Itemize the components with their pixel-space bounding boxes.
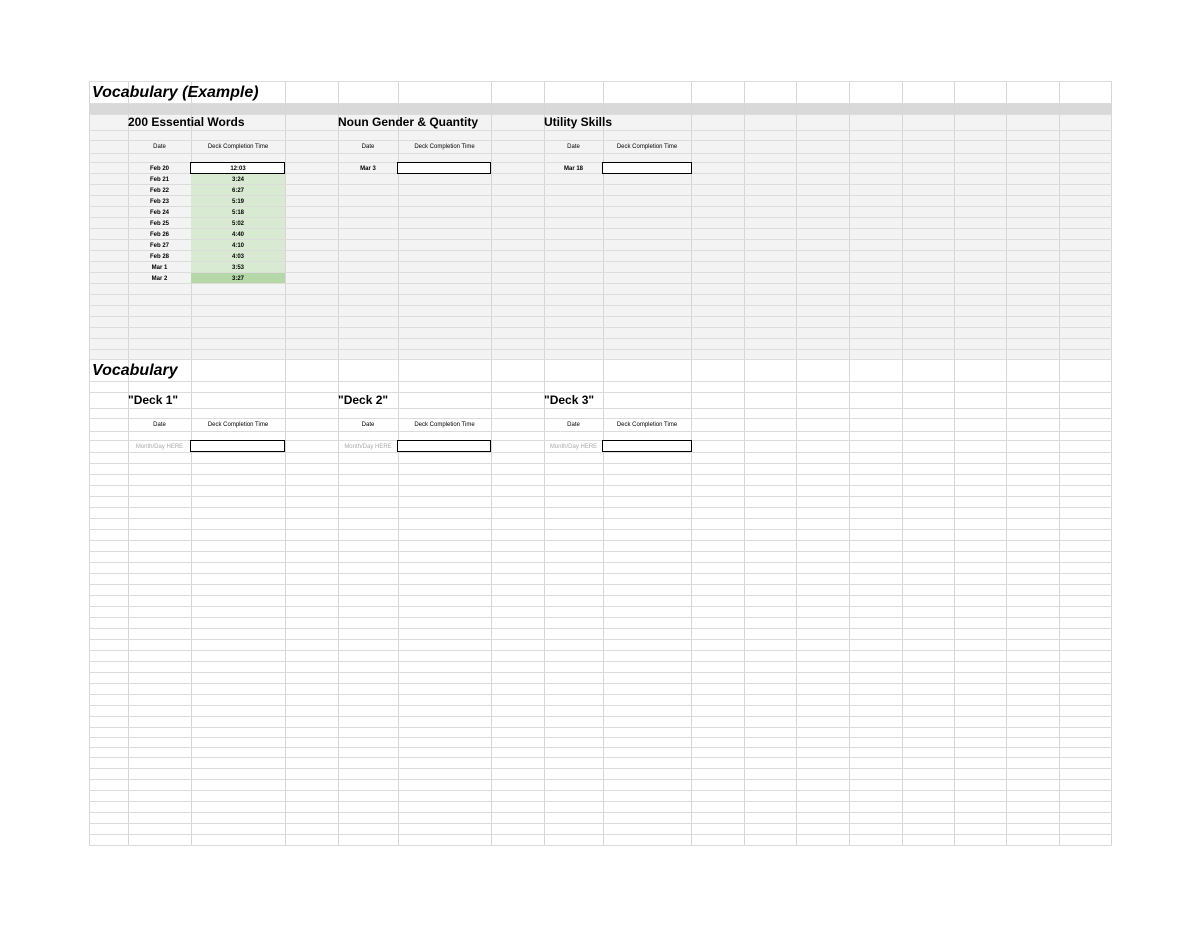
- row-gridline: [89, 650, 1112, 651]
- row-gridline: [89, 305, 1112, 306]
- row-gridline: [89, 540, 1112, 541]
- row-gridline: [89, 153, 1112, 154]
- completion-time-cell[interactable]: [602, 162, 692, 174]
- row-gridline: [89, 801, 1112, 802]
- row-gridline: [89, 452, 1112, 453]
- row-gridline: [89, 834, 1112, 835]
- completion-time-value: 4:40: [231, 232, 244, 238]
- row-gridline: [89, 507, 1112, 508]
- row-gridline: [89, 584, 1112, 585]
- date-placeholder-cell[interactable]: Month/Day HERE: [344, 444, 392, 450]
- row-gridline: [89, 768, 1112, 769]
- row-gridline: [89, 463, 1112, 464]
- row-gridline: [89, 790, 1112, 791]
- row-gridline: [89, 551, 1112, 552]
- row-gridline: [89, 518, 1112, 519]
- row-gridline: [89, 672, 1112, 673]
- column-header-completion-time: Deck Completion Time: [207, 422, 269, 428]
- row-gridline: [89, 845, 1112, 846]
- row-gridline: [89, 823, 1112, 824]
- column-header-completion-time: Deck Completion Time: [414, 422, 475, 428]
- completion-time-value: 5:18: [231, 210, 244, 216]
- row-gridline: [89, 529, 1112, 530]
- column-header-completion-time: Deck Completion Time: [616, 422, 678, 428]
- date-placeholder-cell[interactable]: Month/Day HERE: [549, 444, 598, 450]
- row-gridline: [89, 338, 1112, 339]
- date-cell: Mar 2: [151, 276, 168, 282]
- row-gridline: [89, 485, 1112, 486]
- row-gridline: [89, 359, 1112, 360]
- date-placeholder-cell[interactable]: Month/Day HERE: [135, 444, 184, 450]
- completion-time-cell[interactable]: [190, 440, 285, 452]
- row-gridline: [89, 408, 1112, 409]
- completion-time-value: 3:53: [231, 265, 244, 271]
- row-gridline: [89, 349, 1112, 350]
- date-cell: Feb 21: [149, 177, 169, 183]
- date-cell: Mar 3: [360, 166, 376, 172]
- row-gridline: [89, 628, 1112, 629]
- row-gridline: [89, 661, 1112, 662]
- row-gridline: [89, 103, 1112, 104]
- row-gridline: [89, 757, 1112, 758]
- row-gridline: [89, 283, 1112, 284]
- row-gridline: [89, 418, 1112, 419]
- section-header-utility-skills: Utility Skills: [544, 115, 613, 129]
- row-gridline: [89, 639, 1112, 640]
- row-gridline: [89, 779, 1112, 780]
- row-gridline: [89, 617, 1112, 618]
- row-gridline: [89, 606, 1112, 607]
- completion-time-value: 4:03: [231, 254, 244, 260]
- column-header-completion-time: Deck Completion Time: [207, 144, 269, 150]
- section-header-noun-gender: Noun Gender & Quantity: [338, 115, 479, 129]
- deck-header-2: "Deck 2": [338, 393, 389, 407]
- row-gridline: [89, 294, 1112, 295]
- row-gridline: [89, 737, 1112, 738]
- column-header-date: Date: [567, 144, 580, 150]
- date-cell: Mar 18: [563, 166, 583, 172]
- completion-time-cell[interactable]: [397, 440, 491, 452]
- row-gridline: [89, 705, 1112, 706]
- row-gridline: [89, 727, 1112, 728]
- date-cell: Feb 26: [149, 232, 169, 238]
- row-gridline: [89, 562, 1112, 563]
- template-title: Vocabulary: [92, 362, 178, 379]
- date-cell: Feb 25: [149, 221, 169, 227]
- date-cell: Feb 23: [149, 199, 169, 205]
- example-title: Vocabulary (Example): [92, 84, 259, 101]
- completion-time-value: 12:03: [230, 166, 246, 172]
- date-cell: Mar 1: [151, 265, 168, 271]
- row-gridline: [89, 694, 1112, 695]
- date-cell: Feb 24: [149, 210, 169, 216]
- completion-time-value: 4:10: [231, 243, 244, 249]
- completion-time-value: 3:27: [231, 276, 244, 282]
- row-gridline: [89, 573, 1112, 574]
- date-cell: Feb 20: [149, 166, 169, 172]
- row-gridline: [89, 381, 1112, 382]
- column-header-completion-time: Deck Completion Time: [414, 144, 475, 150]
- row-gridline: [89, 130, 1112, 131]
- completion-time-value: 5:02: [231, 221, 244, 227]
- row-gridline: [89, 474, 1112, 475]
- column-header-date: Date: [361, 422, 375, 428]
- row-gridline: [89, 716, 1112, 717]
- row-gridline: [89, 81, 1112, 82]
- column-header-date: Date: [567, 422, 580, 428]
- deck-header-3: "Deck 3": [544, 393, 595, 407]
- completion-time-value: 3:24: [231, 177, 244, 183]
- date-cell: Feb 22: [149, 188, 169, 194]
- row-gridline: [89, 747, 1112, 748]
- column-header-date: Date: [153, 144, 166, 150]
- date-cell: Feb 27: [149, 243, 169, 249]
- deck-header-1: "Deck 1": [128, 393, 179, 407]
- date-cell: Feb 28: [149, 254, 169, 260]
- row-gridline: [89, 327, 1112, 328]
- row-gridline: [89, 316, 1112, 317]
- completion-time-value: 5:19: [231, 199, 244, 205]
- completion-time-value: 6:27: [231, 188, 244, 194]
- completion-time-cell[interactable]: [602, 440, 692, 452]
- column-header-date: Date: [361, 144, 375, 150]
- row-gridline: [89, 431, 1112, 432]
- row-gridline: [89, 683, 1112, 684]
- row-gridline: [89, 140, 1112, 141]
- row-gridline: [89, 496, 1112, 497]
- row-gridline: [89, 812, 1112, 813]
- column-header-date: Date: [153, 422, 166, 428]
- row-gridline: [89, 392, 1112, 393]
- section-header-essential-words: 200 Essential Words: [128, 115, 245, 129]
- column-header-completion-time: Deck Completion Time: [616, 144, 678, 150]
- row-gridline: [89, 595, 1112, 596]
- completion-time-cell[interactable]: [397, 162, 491, 174]
